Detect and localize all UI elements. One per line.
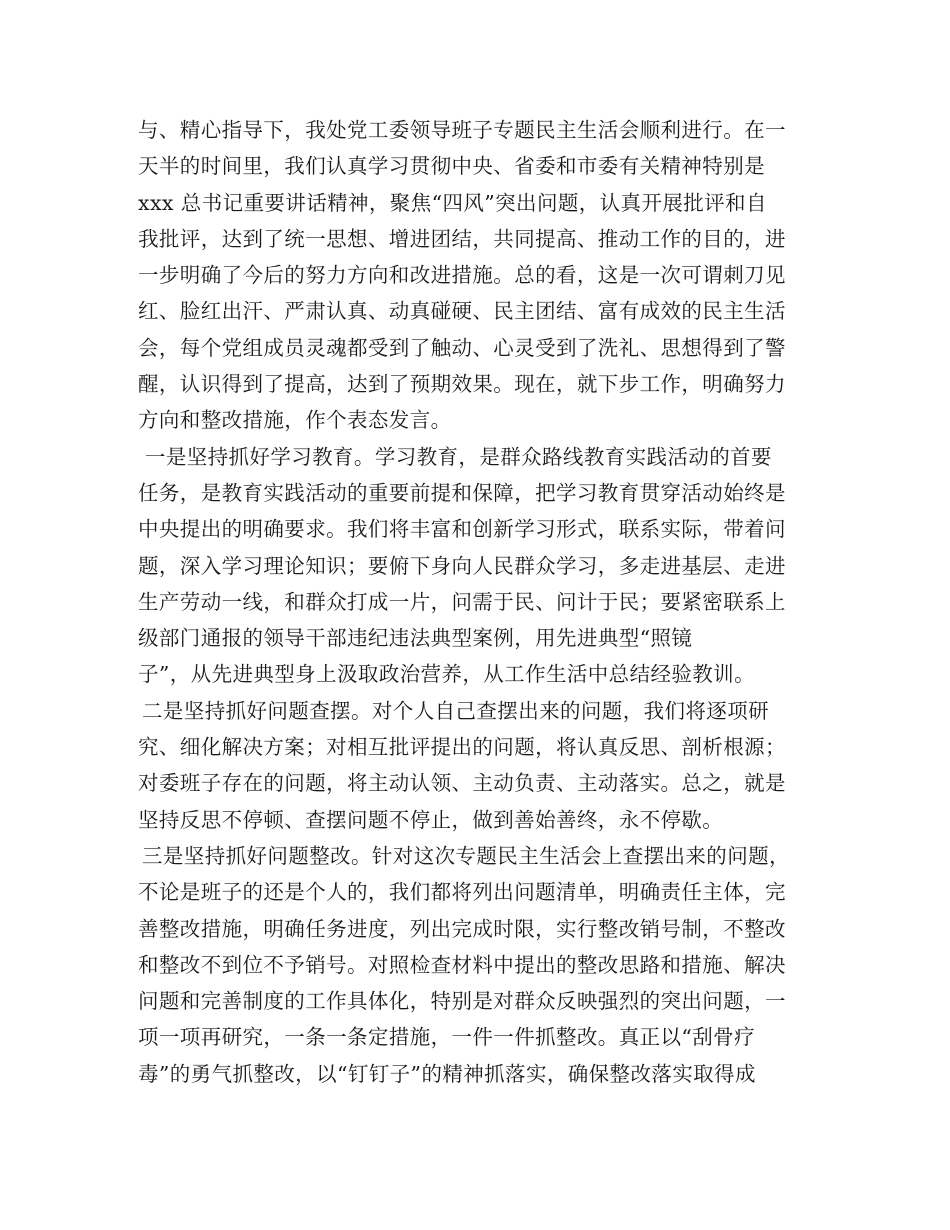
text-line: 醒，认识得到了提高，达到了预期效果。现在，就下步工作，明确努力 [138, 372, 786, 397]
text-line: 善整改措施，明确任务进度，列出完成时限，实行整改销号制，不整改 [138, 916, 786, 941]
text-line: 方向和整改措施，作个表态发言。 [138, 408, 452, 433]
text-line: 我批评，达到了统一思想、增进团结，共同提高、推动工作的目的，进 [138, 226, 786, 251]
text-line: 一步明确了今后的努力方向和改进措施。总的看，这是一次可谓刺刀见 [138, 263, 786, 288]
text-line: 问题和完善制度的工作具体化，特别是对群众反映强烈的突出问题，一 [138, 989, 786, 1014]
text-line: 项一项再研究，一条一条定措施，一件一件抓整改。真正以“刮骨疗 [138, 1025, 755, 1050]
paragraph-3-start: 三是坚持抓好问题整改。针对这次专题民主生活会上查摆出来的问题， [142, 843, 790, 868]
text-line: 天半的时间里，我们认真学习贯彻中央、省委和市委有关精神特别是 [138, 154, 765, 179]
text-line: 中央提出的明确要求。我们将丰富和创新学习形式，联系实际，带着问 [138, 517, 786, 542]
text-line: 和整改不到位不予销号。对照检查材料中提出的整改思路和措施、解决 [138, 952, 786, 977]
text-line: 级部门通报的领导干部违纪违法典型案例，用先进典型“照镜 [138, 626, 693, 651]
paragraph-2-start: 二是坚持抓好问题查摆。对个人自己查摆出来的问题，我们将逐项研 [142, 698, 769, 723]
text-line: 对委班子存在的问题，将主动认领、主动负责、主动落实。总之，就是 [138, 771, 786, 796]
paragraph-1-start: 一是坚持抓好学习教育。学习教育，是群众路线教育实践活动的首要 [138, 444, 772, 469]
text-line: xxx 总书记重要讲话精神，聚焦“四风”突出问题，认真开展批评和自 [138, 190, 767, 215]
text-line: 究、细化解决方案；对相互批评提出的问题，将认真反思、剖析根源； [138, 735, 786, 760]
text-line: 毒”的勇气抓整改，以“钉钉子”的精神抓落实，确保整改落实取得成 [138, 1061, 756, 1086]
body-text [138, 112, 828, 1092]
text-line: 生产劳动一线，和群众打成一片，问需于民、问计于民；要紧密联系上 [138, 589, 786, 614]
text-line: 与、精心指导下，我处党工委领导班子专题民主生活会顺利进行。在一 [138, 118, 786, 142]
text-line: 红、脸红出汗、严肃认真、动真碰硬、民主团结、富有成效的民主生活 [138, 299, 786, 324]
text-line: 坚持反思不停顿、查摆问题不停止，做到善始善终，永不停歇。 [138, 807, 724, 832]
text-line: 不论是班子的还是个人的，我们都将列出问题清单，明确责任主体，完 [138, 880, 786, 905]
text-line: 会，每个党组成员灵魂都受到了触动、心灵受到了洗礼、思想得到了警 [138, 335, 786, 360]
text-line: 子”，从先进典型身上汲取政治营养，从工作生活中总结经验教训。 [138, 662, 755, 687]
text-line: 题，深入学习理论知识；要俯下身向人民群众学习，多走进基层、走进 [138, 553, 786, 578]
text-line: 任务，是教育实践活动的重要前提和保障，把学习教育贯穿活动始终是 [138, 480, 786, 505]
